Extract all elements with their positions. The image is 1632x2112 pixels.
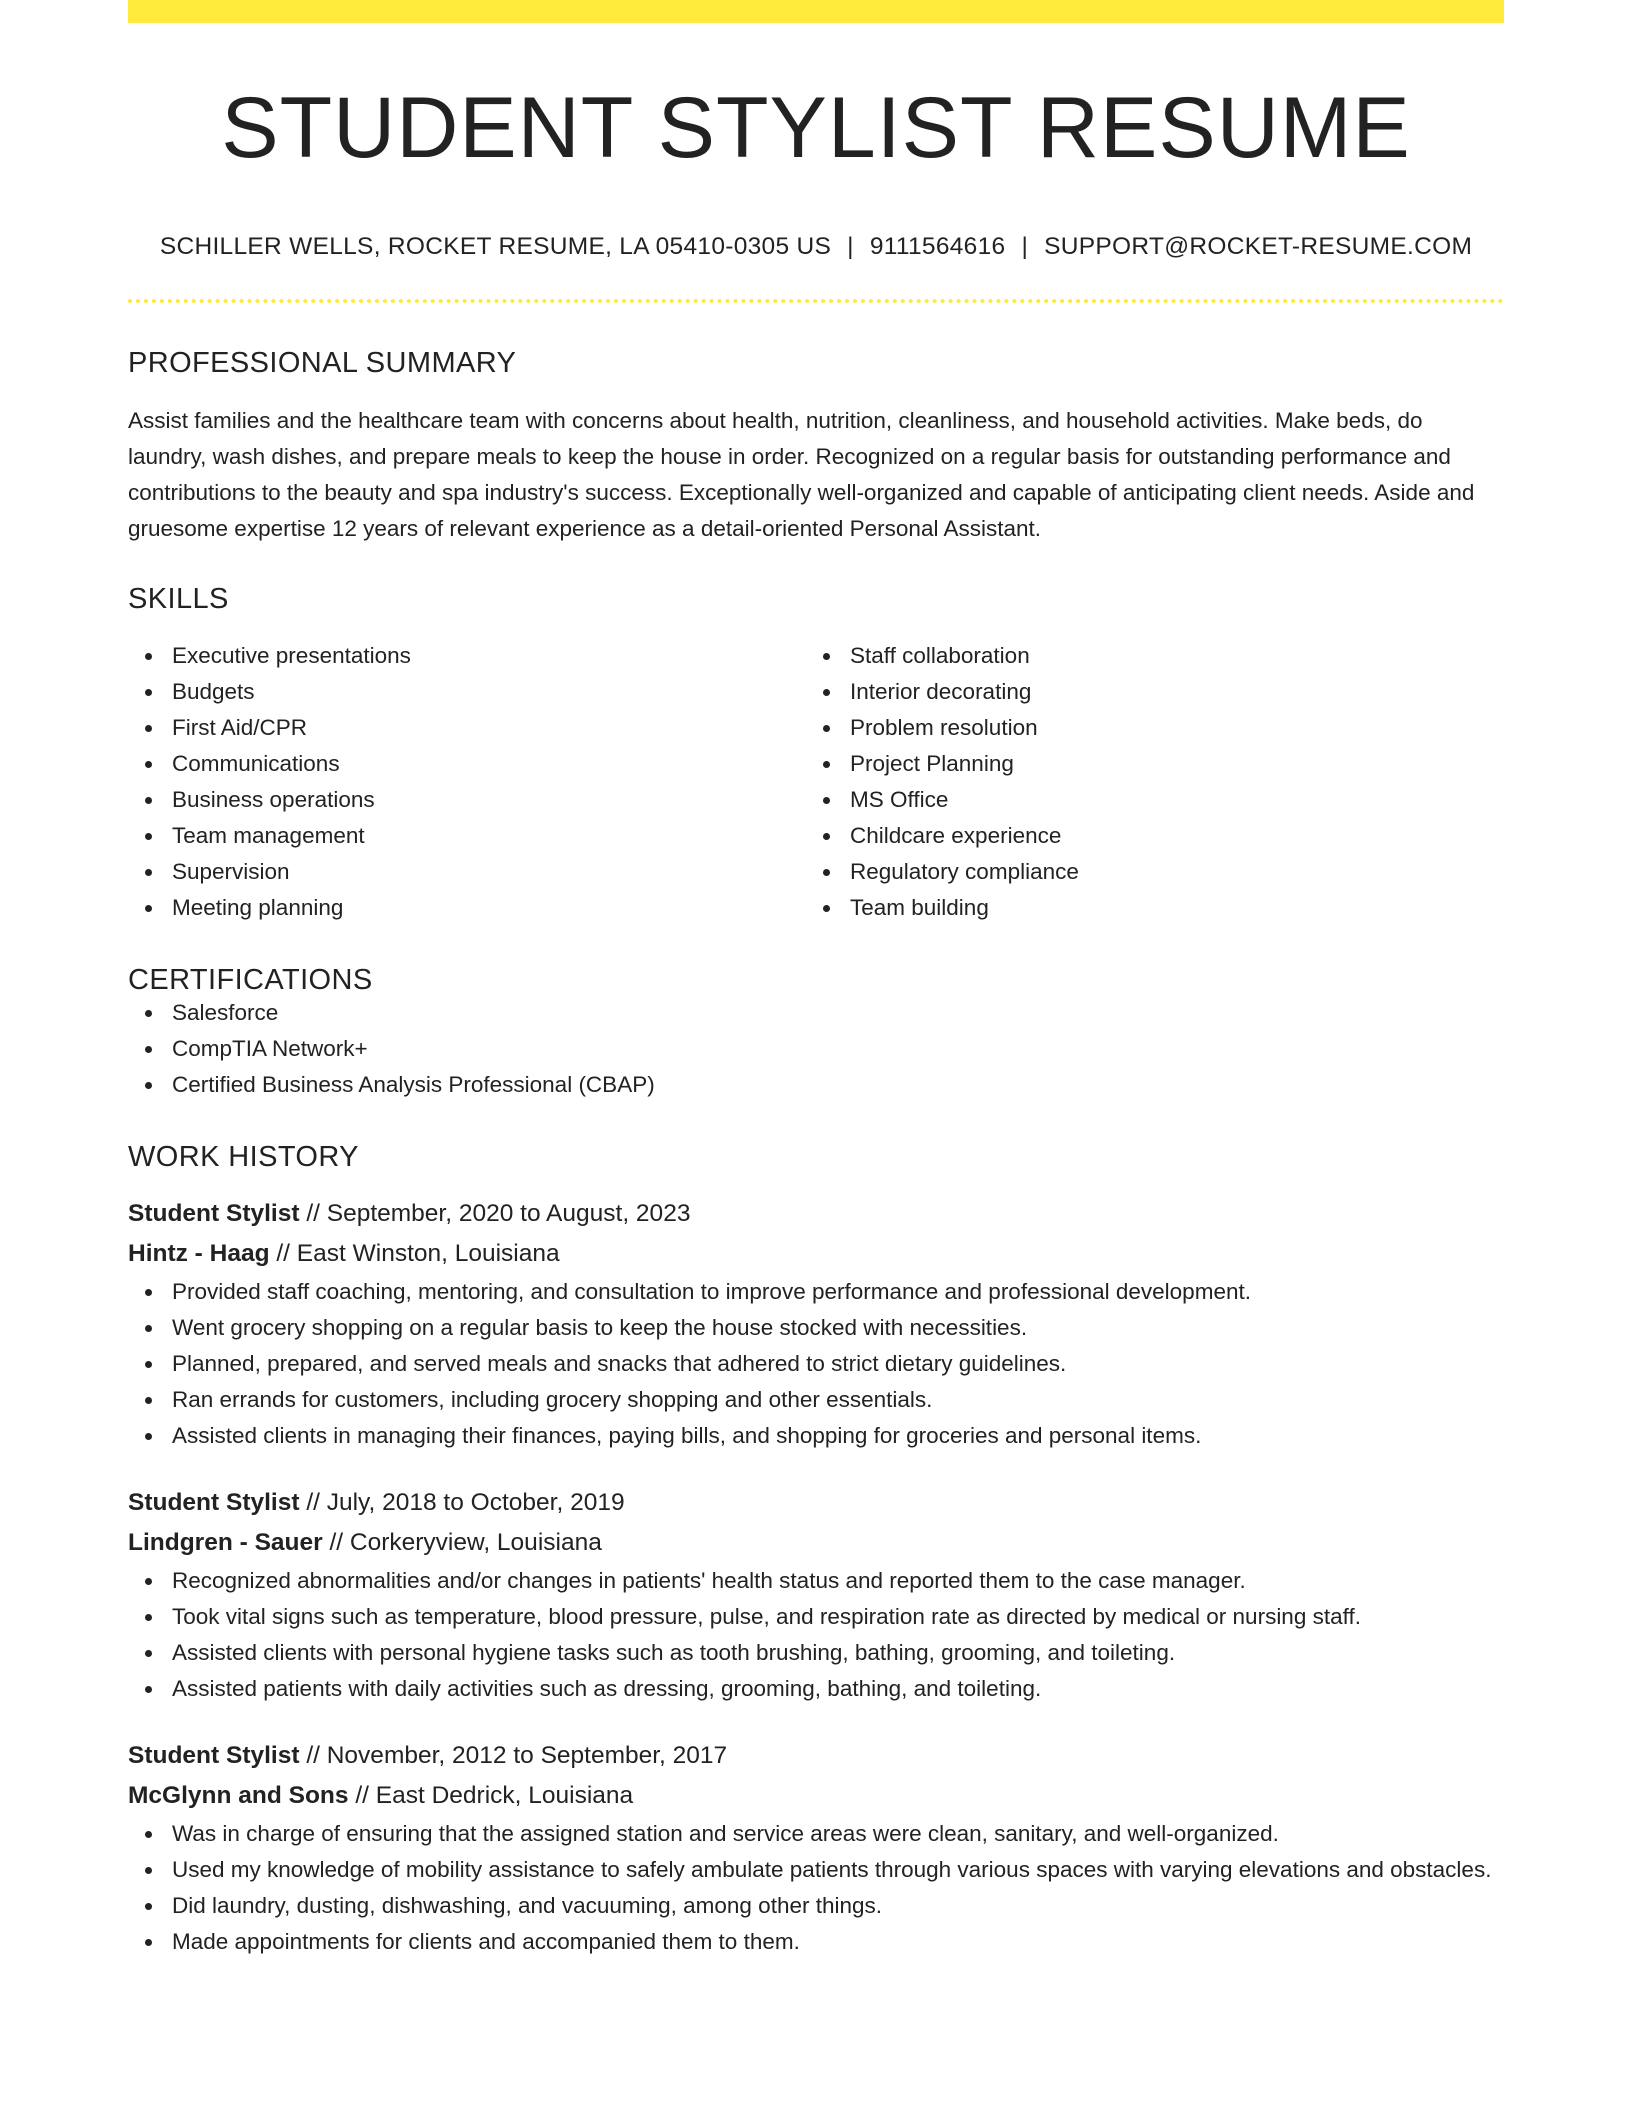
job-duty-item: Assisted patients with daily activities such as dressing, grooming, bathing, and toileting.: [128, 1671, 1504, 1707]
job-title: Student Stylist: [128, 1741, 300, 1769]
summary-heading: PROFESSIONAL SUMMARY: [128, 346, 517, 379]
resume-title: STUDENT STYLIST RESUME: [221, 80, 1411, 176]
job-title-line: [128, 1736, 1504, 1776]
job-duty-item: Went grocery shopping on a regular basis to keep the house stocked with necessities.: [128, 1310, 1504, 1346]
skill-item: Business operations: [128, 782, 806, 818]
job-entry: [128, 1483, 1504, 1707]
job-entry: [128, 1194, 1504, 1454]
skill-item: First Aid/CPR: [128, 710, 806, 746]
job-company: Lindgren - Sauer: [128, 1528, 323, 1556]
skills-column-right: [806, 638, 1484, 926]
contact-email: SUPPORT@ROCKET-RESUME.COM: [1044, 233, 1473, 260]
job-company: McGlynn and Sons: [128, 1781, 349, 1809]
skill-item: Team management: [128, 818, 806, 854]
contact-phone: 9111564616: [869, 233, 1006, 260]
job-company-line: [128, 1523, 1504, 1563]
job-company: Hintz - Haag: [128, 1239, 270, 1267]
job-title: Student Stylist: [128, 1199, 300, 1227]
job-title-line: [128, 1194, 1504, 1234]
job-title-line: [128, 1483, 1504, 1523]
job-location: // East Winston, Louisiana: [269, 1239, 560, 1267]
work-history-heading: WORK HISTORY: [128, 1140, 359, 1173]
skill-item: Team building: [806, 890, 1484, 926]
job-duty-item: Recognized abnormalities and/or changes in patients' health status and reported them to the case manager.: [128, 1563, 1504, 1599]
job-dates: // September, 2020 to August, 2023: [299, 1199, 691, 1227]
skill-item: Interior decorating: [806, 674, 1484, 710]
job-company-line: [128, 1776, 1504, 1816]
resume-page: [128, 0, 1504, 1960]
contact-separator: |: [847, 233, 854, 260]
skill-item: Supervision: [128, 854, 806, 890]
contact-separator: |: [1021, 233, 1029, 260]
job-duty-item: Assisted clients with personal hygiene tasks such as tooth brushing, bathing, grooming, and toileting.: [128, 1635, 1504, 1671]
job-duty-item: Was in charge of ensuring that the assigned station and service areas were clean, sanitary, and well-organized.: [128, 1816, 1504, 1852]
job-dates: // November, 2012 to September, 2017: [299, 1741, 728, 1769]
dotted-divider: [128, 299, 1504, 303]
skill-item: Communications: [128, 746, 806, 782]
job-title: Student Stylist: [128, 1488, 300, 1516]
job-duty-item: Assisted clients in managing their finances, paying bills, and shopping for groceries and personal items.: [128, 1418, 1504, 1454]
skills-heading: SKILLS: [128, 582, 229, 615]
skill-item: MS Office: [806, 782, 1484, 818]
skill-item: Project Planning: [806, 746, 1484, 782]
job-dates: // July, 2018 to October, 2019: [299, 1488, 625, 1516]
certification-item: Certified Business Analysis Professional (CBAP): [128, 1067, 1504, 1103]
job-location: // East Dedrick, Louisiana: [348, 1781, 634, 1809]
job-duties-list: [128, 1274, 1504, 1454]
skill-item: Executive presentations: [128, 638, 806, 674]
contact-line: [128, 235, 1504, 260]
skill-item: Meeting planning: [128, 890, 806, 926]
job-company-line: [128, 1234, 1504, 1274]
accent-top-bar: [128, 0, 1504, 23]
job-duty-item: Planned, prepared, and served meals and snacks that adhered to strict dietary guidelines.: [128, 1346, 1504, 1382]
skill-item: Staff collaboration: [806, 638, 1484, 674]
skills-grid: [128, 638, 1504, 926]
summary-text: Assist families and the healthcare team with concerns about health, nutrition, cleanliness, and household activities. Make beds, do laundry, wash dishes, and prepare meals to keep the house in order. Recognized on a regular basis for outstanding performance and contributions to the beauty and spa industry's success. Exceptionally well-organized and capable of anticipating client needs. Aside and gruesome expertise 12 years of relevant experience as a detail-oriented Personal Assistant.: [128, 407, 1475, 541]
job-duty-item: Made appointments for clients and accompanied them to them.: [128, 1924, 1504, 1960]
certifications-list: [128, 995, 1504, 1103]
skill-item: Budgets: [128, 674, 806, 710]
job-duties-list: [128, 1563, 1504, 1707]
skill-item: Regulatory compliance: [806, 854, 1484, 890]
job-duty-item: Took vital signs such as temperature, blood pressure, pulse, and respiration rate as directed by medical or nursing staff.: [128, 1599, 1504, 1635]
skill-item: Problem resolution: [806, 710, 1484, 746]
certification-item: Salesforce: [128, 995, 1504, 1031]
certification-item: CompTIA Network+: [128, 1031, 1504, 1067]
skills-column-left: [128, 638, 806, 926]
job-duty-item: Did laundry, dusting, dishwashing, and vacuuming, among other things.: [128, 1888, 1504, 1924]
job-duties-list: [128, 1816, 1504, 1960]
job-location: // Corkeryview, Louisiana: [322, 1528, 602, 1556]
job-duty-item: Ran errands for customers, including grocery shopping and other essentials.: [128, 1382, 1504, 1418]
job-duty-item: Used my knowledge of mobility assistance to safely ambulate patients through various spaces with varying elevations and obstacles.: [128, 1852, 1504, 1888]
skill-item: Childcare experience: [806, 818, 1484, 854]
certifications-heading: CERTIFICATIONS: [128, 963, 373, 996]
job-duty-item: Provided staff coaching, mentoring, and consultation to improve performance and professional development.: [128, 1274, 1504, 1310]
contact-address: SCHILLER WELLS, ROCKET RESUME, LA 05410-0305 US: [159, 233, 832, 260]
job-entry: [128, 1736, 1504, 1960]
